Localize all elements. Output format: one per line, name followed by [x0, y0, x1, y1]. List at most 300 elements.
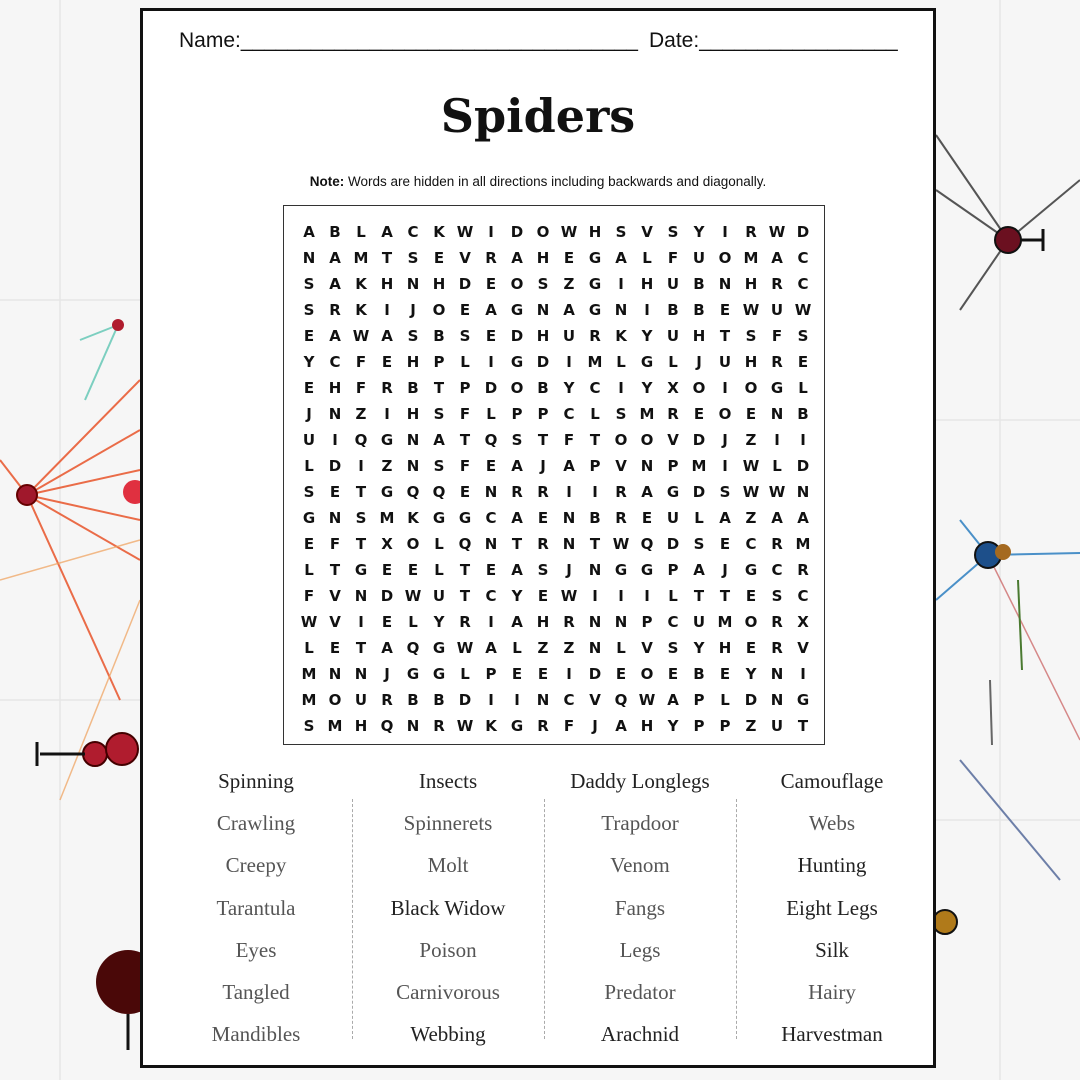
grid-letter[interactable]: W	[352, 327, 370, 345]
grid-letter[interactable]: P	[719, 717, 731, 735]
grid-letter[interactable]: E	[745, 639, 757, 657]
grid-letter[interactable]: E	[537, 509, 549, 527]
grid-letter[interactable]: E	[693, 405, 705, 423]
grid-letter[interactable]: L	[434, 561, 444, 579]
grid-letter[interactable]: W	[560, 223, 578, 241]
grid-letter[interactable]: N	[484, 535, 498, 553]
grid-letter[interactable]: A	[381, 223, 393, 241]
grid-letter[interactable]: D	[666, 535, 680, 553]
grid-letter[interactable]: T	[797, 717, 809, 735]
grid-letter[interactable]: W	[742, 483, 760, 501]
grid-letter[interactable]: X	[667, 379, 679, 397]
grid-letter[interactable]: G	[510, 353, 524, 371]
grid-letter[interactable]: B	[407, 379, 419, 397]
grid-letter[interactable]: H	[432, 275, 446, 293]
grid-letter[interactable]: V	[329, 587, 341, 605]
grid-letter[interactable]: N	[770, 691, 784, 709]
grid-letter[interactable]: W	[300, 613, 318, 631]
grid-letter[interactable]: R	[381, 691, 393, 709]
grid-letter[interactable]: R	[771, 353, 783, 371]
grid-letter[interactable]: R	[433, 717, 445, 735]
grid-letter[interactable]: G	[614, 561, 628, 579]
grid-letter[interactable]: Y	[563, 379, 575, 397]
grid-letter[interactable]: E	[719, 301, 731, 319]
grid-letter[interactable]: R	[329, 301, 341, 319]
grid-letter[interactable]: U	[770, 717, 784, 735]
grid-letter[interactable]: C	[667, 613, 679, 631]
grid-letter[interactable]: G	[406, 665, 420, 683]
grid-letter[interactable]: S	[433, 405, 445, 423]
grid-letter[interactable]: E	[563, 249, 575, 267]
grid-letter[interactable]: U	[666, 275, 680, 293]
grid-letter[interactable]: R	[511, 483, 523, 501]
grid-letter[interactable]: S	[537, 561, 549, 579]
grid-letter[interactable]: N	[406, 275, 420, 293]
grid-letter[interactable]: V	[797, 639, 809, 657]
grid-letter[interactable]: P	[693, 691, 705, 709]
grid-letter[interactable]: H	[536, 249, 550, 267]
grid-letter[interactable]: O	[744, 379, 758, 397]
grid-letter[interactable]: E	[485, 561, 497, 579]
grid-letter[interactable]: S	[615, 405, 627, 423]
grid-letter[interactable]: N	[562, 535, 576, 553]
grid-letter[interactable]: R	[485, 249, 497, 267]
grid-letter[interactable]: L	[590, 405, 600, 423]
grid-letter[interactable]: D	[536, 353, 550, 371]
grid-letter[interactable]: Q	[458, 535, 472, 553]
grid-letter[interactable]: B	[693, 301, 705, 319]
grid-letter[interactable]: I	[800, 665, 806, 683]
grid-letter[interactable]: G	[640, 353, 654, 371]
grid-letter[interactable]: G	[432, 665, 446, 683]
grid-letter[interactable]: E	[667, 665, 679, 683]
grid-letter[interactable]: W	[456, 223, 474, 241]
grid-letter[interactable]: A	[511, 249, 523, 267]
grid-letter[interactable]: Z	[381, 457, 393, 475]
grid-letter[interactable]: F	[355, 379, 367, 397]
grid-letter[interactable]: D	[692, 483, 706, 501]
grid-letter[interactable]: I	[358, 613, 364, 631]
grid-letter[interactable]: I	[488, 613, 494, 631]
grid-letter[interactable]: L	[694, 509, 704, 527]
grid-letter[interactable]: N	[640, 457, 654, 475]
grid-letter[interactable]: B	[693, 665, 705, 683]
grid-letter[interactable]: A	[329, 275, 341, 293]
grid-letter[interactable]: Q	[406, 483, 420, 501]
grid-letter[interactable]: W	[794, 301, 812, 319]
grid-letter[interactable]: Z	[537, 639, 549, 657]
grid-letter[interactable]: E	[433, 249, 445, 267]
grid-letter[interactable]: A	[771, 249, 783, 267]
grid-letter[interactable]: S	[511, 431, 523, 449]
grid-letter[interactable]: E	[641, 509, 653, 527]
grid-letter[interactable]: M	[717, 613, 733, 631]
grid-letter[interactable]: J	[722, 561, 728, 579]
grid-letter[interactable]: U	[562, 327, 576, 345]
grid-letter[interactable]: V	[589, 691, 601, 709]
grid-letter[interactable]: T	[719, 327, 731, 345]
grid-letter[interactable]: M	[301, 691, 317, 709]
grid-letter[interactable]: N	[302, 249, 316, 267]
grid-letter[interactable]: M	[301, 665, 317, 683]
grid-letter[interactable]: N	[588, 639, 602, 657]
grid-letter[interactable]: L	[304, 639, 314, 657]
grid-letter[interactable]: L	[616, 639, 626, 657]
grid-letter[interactable]: Z	[563, 639, 575, 657]
grid-letter[interactable]: R	[589, 327, 601, 345]
grid-letter[interactable]: A	[719, 509, 731, 527]
grid-letter[interactable]: A	[329, 249, 341, 267]
grid-letter[interactable]: A	[615, 717, 627, 735]
grid-letter[interactable]: E	[485, 457, 497, 475]
grid-letter[interactable]: Y	[693, 639, 705, 657]
grid-letter[interactable]: A	[771, 509, 783, 527]
grid-letter[interactable]: Z	[745, 717, 757, 735]
grid-letter[interactable]: W	[768, 483, 786, 501]
grid-letter[interactable]: G	[380, 431, 394, 449]
grid-letter[interactable]: E	[745, 587, 757, 605]
grid-letter[interactable]: G	[380, 483, 394, 501]
date-field-label[interactable]: Date:_________________	[649, 29, 898, 52]
grid-letter[interactable]: A	[381, 327, 393, 345]
grid-letter[interactable]: G	[588, 249, 602, 267]
grid-letter[interactable]: R	[537, 717, 549, 735]
grid-letter[interactable]: C	[407, 223, 419, 241]
grid-letter[interactable]: V	[641, 223, 653, 241]
grid-letter[interactable]: S	[407, 327, 419, 345]
grid-letter[interactable]: N	[536, 301, 550, 319]
grid-letter[interactable]: R	[381, 379, 393, 397]
grid-letter[interactable]: B	[329, 223, 341, 241]
grid-letter[interactable]: F	[563, 431, 575, 449]
grid-letter[interactable]: W	[612, 535, 630, 553]
grid-letter[interactable]: N	[796, 483, 810, 501]
grid-letter[interactable]: I	[384, 301, 390, 319]
grid-letter[interactable]: U	[666, 327, 680, 345]
grid-letter[interactable]: E	[615, 665, 627, 683]
grid-letter[interactable]: G	[302, 509, 316, 527]
grid-letter[interactable]: I	[800, 431, 806, 449]
grid-letter[interactable]: S	[745, 327, 757, 345]
grid-letter[interactable]: D	[796, 223, 810, 241]
grid-letter[interactable]: Z	[745, 431, 757, 449]
grid-letter[interactable]: A	[485, 639, 497, 657]
grid-letter[interactable]: E	[537, 587, 549, 605]
grid-letter[interactable]: B	[589, 509, 601, 527]
grid-letter[interactable]: T	[589, 431, 601, 449]
grid-letter[interactable]: D	[744, 691, 758, 709]
grid-letter[interactable]: C	[563, 405, 575, 423]
grid-letter[interactable]: D	[380, 587, 394, 605]
grid-letter[interactable]: D	[510, 327, 524, 345]
grid-letter[interactable]: O	[718, 249, 732, 267]
grid-letter[interactable]: H	[354, 717, 368, 735]
grid-letter[interactable]: I	[488, 223, 494, 241]
grid-letter[interactable]: N	[562, 509, 576, 527]
grid-letter[interactable]: C	[485, 509, 497, 527]
grid-letter[interactable]: I	[384, 405, 390, 423]
grid-letter[interactable]: T	[355, 639, 367, 657]
grid-letter[interactable]: F	[771, 327, 783, 345]
grid-letter[interactable]: W	[768, 223, 786, 241]
grid-letter[interactable]: Y	[693, 223, 705, 241]
grid-letter[interactable]: K	[615, 327, 627, 345]
grid-letter[interactable]: Y	[641, 327, 653, 345]
grid-letter[interactable]: E	[745, 405, 757, 423]
grid-letter[interactable]: J	[722, 431, 728, 449]
grid-letter[interactable]: Q	[406, 639, 420, 657]
grid-letter[interactable]: A	[485, 301, 497, 319]
grid-letter[interactable]: U	[302, 431, 316, 449]
grid-letter[interactable]: W	[456, 639, 474, 657]
grid-letter[interactable]: J	[592, 717, 598, 735]
grid-letter[interactable]: N	[588, 561, 602, 579]
grid-letter[interactable]: D	[588, 665, 602, 683]
grid-letter[interactable]: S	[303, 275, 315, 293]
grid-letter[interactable]: I	[566, 665, 572, 683]
grid-letter[interactable]: J	[410, 301, 416, 319]
grid-letter[interactable]: I	[722, 379, 728, 397]
grid-letter[interactable]: E	[459, 483, 471, 501]
grid-letter[interactable]: N	[406, 431, 420, 449]
grid-letter[interactable]: H	[328, 379, 342, 397]
grid-letter[interactable]: O	[432, 301, 446, 319]
grid-letter[interactable]: R	[615, 483, 627, 501]
grid-letter[interactable]: N	[406, 717, 420, 735]
grid-letter[interactable]: A	[615, 249, 627, 267]
grid-letter[interactable]: Q	[432, 483, 446, 501]
grid-letter[interactable]: B	[407, 691, 419, 709]
grid-letter[interactable]: E	[303, 535, 315, 553]
grid-letter[interactable]: N	[484, 483, 498, 501]
grid-letter[interactable]: K	[433, 223, 445, 241]
grid-letter[interactable]: U	[718, 353, 732, 371]
grid-letter[interactable]: P	[485, 665, 497, 683]
grid-letter[interactable]: E	[381, 613, 393, 631]
grid-letter[interactable]: H	[536, 327, 550, 345]
grid-letter[interactable]: A	[797, 509, 809, 527]
grid-letter[interactable]: Z	[355, 405, 367, 423]
grid-letter[interactable]: C	[771, 561, 783, 579]
grid-letter[interactable]: Y	[641, 379, 653, 397]
grid-letter[interactable]: I	[332, 431, 338, 449]
grid-letter[interactable]: J	[566, 561, 572, 579]
grid-letter[interactable]: O	[744, 613, 758, 631]
grid-letter[interactable]: E	[381, 561, 393, 579]
grid-letter[interactable]: R	[771, 535, 783, 553]
grid-letter[interactable]: D	[458, 691, 472, 709]
grid-letter[interactable]: H	[692, 327, 706, 345]
grid-letter[interactable]: R	[771, 275, 783, 293]
grid-letter[interactable]: T	[589, 535, 601, 553]
grid-letter[interactable]: G	[432, 509, 446, 527]
grid-letter[interactable]: I	[618, 275, 624, 293]
grid-letter[interactable]: S	[303, 483, 315, 501]
grid-letter[interactable]: G	[744, 561, 758, 579]
grid-letter[interactable]: U	[432, 587, 446, 605]
grid-letter[interactable]: S	[693, 535, 705, 553]
grid-letter[interactable]: M	[353, 249, 369, 267]
grid-letter[interactable]: G	[796, 691, 810, 709]
grid-letter[interactable]: T	[511, 535, 523, 553]
grid-letter[interactable]: B	[433, 691, 445, 709]
grid-letter[interactable]: P	[537, 405, 549, 423]
grid-letter[interactable]: F	[667, 249, 679, 267]
grid-letter[interactable]: E	[329, 639, 341, 657]
grid-letter[interactable]: E	[407, 561, 419, 579]
grid-letter[interactable]: X	[381, 535, 393, 553]
grid-letter[interactable]: R	[797, 561, 809, 579]
grid-letter[interactable]: L	[642, 249, 652, 267]
grid-letter[interactable]: E	[303, 379, 315, 397]
grid-letter[interactable]: V	[329, 613, 341, 631]
grid-letter[interactable]: H	[640, 717, 654, 735]
grid-letter[interactable]: B	[537, 379, 549, 397]
grid-letter[interactable]: C	[797, 275, 809, 293]
grid-letter[interactable]: G	[458, 509, 472, 527]
grid-letter[interactable]: H	[380, 275, 394, 293]
grid-letter[interactable]: T	[719, 587, 731, 605]
grid-letter[interactable]: R	[771, 639, 783, 657]
grid-letter[interactable]: D	[458, 275, 472, 293]
grid-letter[interactable]: F	[303, 587, 315, 605]
grid-letter[interactable]: C	[589, 379, 601, 397]
grid-letter[interactable]: I	[488, 353, 494, 371]
grid-letter[interactable]: V	[615, 457, 627, 475]
grid-letter[interactable]: R	[667, 405, 679, 423]
grid-letter[interactable]: G	[432, 639, 446, 657]
grid-letter[interactable]: M	[587, 353, 603, 371]
grid-letter[interactable]: S	[537, 275, 549, 293]
grid-letter[interactable]: C	[797, 587, 809, 605]
grid-letter[interactable]: G	[640, 561, 654, 579]
grid-letter[interactable]: J	[306, 405, 312, 423]
grid-letter[interactable]: E	[797, 353, 809, 371]
grid-letter[interactable]: A	[433, 431, 445, 449]
grid-letter[interactable]: E	[511, 665, 523, 683]
grid-letter[interactable]: T	[329, 561, 341, 579]
grid-letter[interactable]: D	[796, 457, 810, 475]
grid-letter[interactable]: G	[770, 379, 784, 397]
grid-letter[interactable]: A	[693, 561, 705, 579]
grid-letter[interactable]: P	[693, 717, 705, 735]
grid-letter[interactable]: B	[667, 301, 679, 319]
grid-letter[interactable]: O	[640, 665, 654, 683]
grid-letter[interactable]: N	[354, 665, 368, 683]
grid-letter[interactable]: N	[614, 613, 628, 631]
grid-letter[interactable]: A	[303, 223, 315, 241]
grid-letter[interactable]: V	[667, 431, 679, 449]
grid-letter[interactable]: L	[304, 457, 314, 475]
grid-letter[interactable]: Q	[380, 717, 394, 735]
grid-letter[interactable]: T	[459, 561, 471, 579]
grid-letter[interactable]: E	[485, 275, 497, 293]
grid-letter[interactable]: H	[718, 639, 732, 657]
grid-letter[interactable]: R	[537, 535, 549, 553]
grid-letter[interactable]: W	[742, 301, 760, 319]
grid-letter[interactable]: L	[668, 353, 678, 371]
grid-letter[interactable]: L	[720, 691, 730, 709]
grid-letter[interactable]: L	[356, 223, 366, 241]
grid-letter[interactable]: S	[459, 327, 471, 345]
grid-letter[interactable]: P	[511, 405, 523, 423]
grid-letter[interactable]: I	[644, 587, 650, 605]
grid-letter[interactable]: H	[744, 353, 758, 371]
grid-letter[interactable]: A	[329, 327, 341, 345]
grid-letter[interactable]: K	[355, 275, 367, 293]
grid-letter[interactable]: J	[384, 665, 390, 683]
grid-letter[interactable]: O	[406, 535, 420, 553]
grid-letter[interactable]: H	[536, 613, 550, 631]
grid-letter[interactable]: L	[460, 665, 470, 683]
grid-letter[interactable]: I	[592, 587, 598, 605]
grid-letter[interactable]: I	[488, 691, 494, 709]
grid-letter[interactable]: O	[718, 405, 732, 423]
grid-letter[interactable]: S	[667, 639, 679, 657]
grid-letter[interactable]: I	[722, 457, 728, 475]
grid-letter[interactable]: I	[514, 691, 520, 709]
grid-letter[interactable]: V	[641, 639, 653, 657]
grid-letter[interactable]: L	[668, 587, 678, 605]
grid-letter[interactable]: Z	[563, 275, 575, 293]
grid-letter[interactable]: O	[692, 379, 706, 397]
grid-letter[interactable]: B	[797, 405, 809, 423]
grid-letter[interactable]: E	[303, 327, 315, 345]
grid-letter[interactable]: T	[433, 379, 445, 397]
grid-letter[interactable]: Y	[433, 613, 445, 631]
grid-letter[interactable]: G	[510, 717, 524, 735]
grid-letter[interactable]: H	[588, 223, 602, 241]
grid-letter[interactable]: N	[328, 405, 342, 423]
grid-letter[interactable]: E	[485, 327, 497, 345]
grid-letter[interactable]: A	[511, 509, 523, 527]
grid-letter[interactable]: P	[667, 561, 679, 579]
grid-letter[interactable]: U	[692, 613, 706, 631]
grid-letter[interactable]: L	[486, 405, 496, 423]
grid-letter[interactable]: M	[795, 535, 811, 553]
grid-letter[interactable]: U	[692, 249, 706, 267]
grid-letter[interactable]: W	[742, 457, 760, 475]
grid-letter[interactable]: C	[485, 587, 497, 605]
grid-letter[interactable]: I	[644, 301, 650, 319]
grid-letter[interactable]: W	[638, 691, 656, 709]
grid-letter[interactable]: X	[797, 613, 809, 631]
grid-letter[interactable]: E	[459, 301, 471, 319]
grid-letter[interactable]: F	[355, 353, 367, 371]
grid-letter[interactable]: S	[303, 301, 315, 319]
grid-letter[interactable]: F	[459, 457, 471, 475]
grid-letter[interactable]: B	[433, 327, 445, 345]
grid-letter[interactable]: N	[328, 665, 342, 683]
grid-letter[interactable]: N	[588, 613, 602, 631]
grid-letter[interactable]: A	[511, 613, 523, 631]
grid-letter[interactable]: A	[511, 457, 523, 475]
grid-letter[interactable]: Q	[484, 431, 498, 449]
grid-letter[interactable]: K	[355, 301, 367, 319]
grid-letter[interactable]: N	[770, 405, 784, 423]
grid-letter[interactable]: T	[355, 535, 367, 553]
grid-letter[interactable]: O	[328, 691, 342, 709]
grid-letter[interactable]: N	[614, 301, 628, 319]
grid-letter[interactable]: G	[588, 301, 602, 319]
grid-letter[interactable]: P	[667, 457, 679, 475]
grid-letter[interactable]: N	[328, 509, 342, 527]
grid-letter[interactable]: Y	[745, 665, 757, 683]
grid-letter[interactable]: R	[459, 613, 471, 631]
grid-letter[interactable]: H	[744, 275, 758, 293]
grid-letter[interactable]: J	[540, 457, 546, 475]
grid-letter[interactable]: O	[640, 431, 654, 449]
